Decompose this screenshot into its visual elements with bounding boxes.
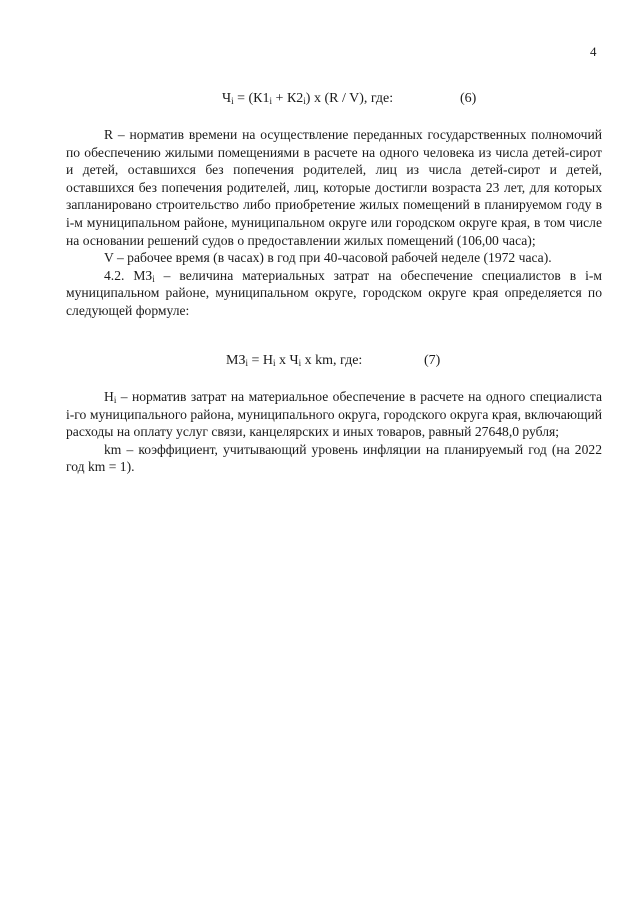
formula-6-number: (6) xyxy=(460,91,477,106)
paragraph-r: R – норматив времени на осуществление переданных государственных полномочий по обеспечению жилыми помещениями в расчете на одного человека из числа детей-сирот и детей, оставшихся без попечения родителей, лиц из числа детей-сирот и детей, оставшихся без попечения родителей, лиц, которые достигли возраста 23 лет, для которых запланировано строительство либо приобретение жилых помещений в планируемом году в i-м муниципальном районе, муниципальном округе или городском округе края, в том числе на основании решений судов о предоставлении жилых помещений (106,00 часа); xyxy=(66,127,602,248)
page-number: 4 xyxy=(590,44,597,59)
formula-6-subscript: i xyxy=(231,96,234,106)
formula-7-subscript: i xyxy=(245,358,248,368)
paragraph-h-text: – норматив затрат на материальное обеспечение в расчете на одного специалиста i-го муниципального района, муниципального округа, городского округа края, включающий расходы на оплату услуг связи, канцелярских и иных товаров, равный 27648,0 рубля; xyxy=(66,389,602,440)
formula-7-part: МЗ xyxy=(226,353,246,368)
paragraph-4-2 xyxy=(66,267,602,320)
text-block-2 xyxy=(66,388,602,476)
formula-7-subscript: i xyxy=(298,358,302,368)
formula-7-expression xyxy=(226,353,362,368)
formula-6-subscript: i xyxy=(303,96,306,106)
paragraph-4-2-prefix: 4.2. МЗ xyxy=(104,267,153,283)
formula-7-part: х Ч xyxy=(275,353,299,368)
text-block-1 xyxy=(66,126,602,320)
formula-6-subscript: i xyxy=(269,96,273,106)
formula-6-expression xyxy=(222,91,393,106)
formula-6-part: ) х (R / V), где: xyxy=(305,91,394,106)
formula-7-subscript: i xyxy=(273,358,276,368)
formula-6 xyxy=(222,90,477,108)
paragraph-km: km – коэффициент, учитывающий уровень инфляции на планируемый год (на 2022 год km = 1). xyxy=(66,441,602,475)
formula-7 xyxy=(226,352,441,370)
formula-7-number: (7) xyxy=(424,353,441,368)
formula-6-part: = (К1 xyxy=(233,91,270,106)
formula-6-part: Ч xyxy=(222,91,232,106)
formula-7-part: х km, где: xyxy=(301,353,363,368)
paragraph-h-prefix: Н xyxy=(104,389,114,404)
paragraph-h xyxy=(66,388,602,441)
paragraph-h-subscript: i xyxy=(113,395,117,405)
formula-6-part: + К2 xyxy=(272,91,304,106)
paragraph-4-2-subscript: i xyxy=(152,273,155,284)
paragraph-4-2-text: – величина материальных затрат на обеспечение специалистов в i-м муниципальном районе, муниципальном округе, городском округе края определяется по следующей формуле: xyxy=(66,267,602,318)
paragraph-v: V – рабочее время (в часах) в год при 40-часовой рабочей неделе (1972 часа). xyxy=(104,250,552,266)
formula-7-part: = Н xyxy=(247,353,273,368)
